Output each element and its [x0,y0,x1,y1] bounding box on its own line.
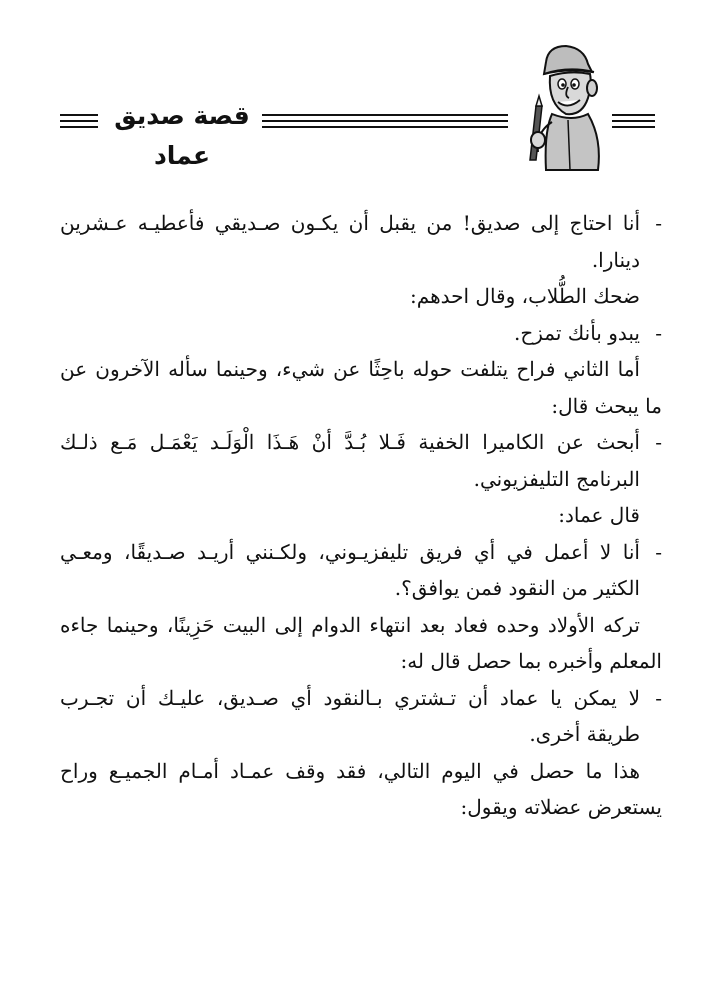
decorative-rule-left [60,114,98,128]
narration-line: قال عماد: [558,503,640,527]
narration-paragraph: تركه الأولاد وحده فعاد بعد انتهاء الدوام إلى البيت حَزِينًا، وحينما جاءه المعلم وأخبره بما حصل قال له: [60,612,662,673]
decorative-rule-middle [262,114,508,128]
dialog-line: - أبحث عن الكاميرا الخفية فَـلا بُـدَّ أنْ هَـذَا الْوَلَـد يَعْمَـل مَـع ذلـك البرنامج التليفزيوني. [60,430,662,491]
narration-line: ضحك الطُّلاب، وقال احدهم: [410,284,640,308]
story-text [60,205,662,826]
boy-with-pencil-icon [508,42,608,172]
dialog-line: - لا يمكن يا عماد أن تـشتري بـالنقود أي صـديق، عليـك أن تجـرب طريقة أخرى. [60,685,662,746]
narration-paragraph: هذا ما حصل في اليوم التالي، فقد وقف عمـاد أمـام الجميـع وراح يستعرض عضلاته ويقول: [60,758,662,819]
chapter-header [0,40,720,180]
dialog-line: - أنا لا أعمل في أي فريق تليفزيـوني، ولكـنني أريـد صـديقًا، ومعـي الكثير من النقود فمن يوافق؟. [60,539,662,600]
page-title: قصة صديق عماد [114,101,250,170]
narration-paragraph: أما الثاني فراح يتلفت حوله باحِثًا عن شيء، وحينما سأله الآخرون عن ما يبحث قال: [60,357,662,418]
dialog-line: - يبدو بأنك تمزح. [514,320,662,345]
decorative-rule-right [612,114,655,128]
dialog-line: - أنا احتاج إلى صديق! من يقبل أن يكـون صـديقي فأعطيـه عـشرين دينارا. [60,211,662,272]
